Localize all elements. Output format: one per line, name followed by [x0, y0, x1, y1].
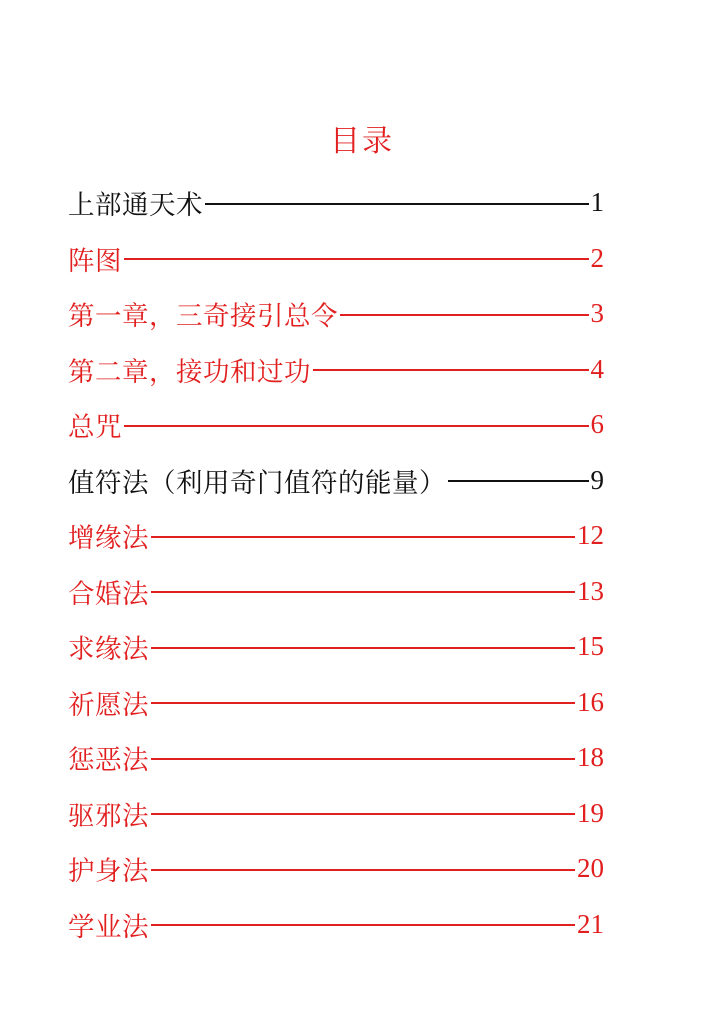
- toc-entry-label: 求缘法: [68, 634, 149, 666]
- toc-entry-label: 祈愿法: [68, 689, 149, 721]
- toc-entry-label: 学业法: [68, 911, 149, 943]
- toc-entry[interactable]: [68, 397, 604, 453]
- toc-page-number: 20: [577, 853, 604, 884]
- table-of-contents: [68, 175, 604, 952]
- toc-entry-label: 驱邪法: [68, 800, 149, 832]
- toc-entry-label: 惩恶法: [68, 745, 149, 777]
- toc-entry-label: 阵图: [68, 245, 122, 277]
- toc-entry[interactable]: [68, 231, 604, 287]
- toc-leader-line: [151, 536, 575, 538]
- toc-entry[interactable]: [68, 453, 604, 509]
- toc-leader-line: [151, 924, 575, 926]
- toc-page-number: 13: [577, 575, 604, 606]
- toc-page-number: 6: [590, 409, 604, 440]
- toc-entry-label: 增缘法: [68, 523, 149, 555]
- toc-entry-label: 第一章，三奇接引总令: [68, 301, 338, 333]
- page-title: 目录: [330, 124, 394, 159]
- toc-entry-label: 总咒: [68, 412, 122, 444]
- toc-page-number: 9: [590, 464, 604, 495]
- toc-entry[interactable]: [68, 286, 604, 342]
- toc-entry-label: 第二章，接功和过功: [68, 356, 311, 388]
- toc-entry[interactable]: [68, 619, 604, 675]
- toc-entry[interactable]: [68, 897, 604, 953]
- toc-page-number: 3: [590, 298, 604, 329]
- toc-page-number: 18: [577, 742, 604, 773]
- toc-page-number: 16: [577, 686, 604, 717]
- toc-page-number: 1: [590, 187, 604, 218]
- toc-entry[interactable]: [68, 675, 604, 731]
- toc-page-number: 12: [577, 520, 604, 551]
- toc-entry[interactable]: [68, 342, 604, 398]
- toc-leader-line: [151, 869, 575, 871]
- toc-page-number: 19: [577, 797, 604, 828]
- toc-leader-line: [151, 647, 575, 649]
- toc-leader-line: [448, 480, 589, 482]
- toc-entry[interactable]: [68, 564, 604, 620]
- toc-page-number: 21: [577, 908, 604, 939]
- toc-leader-line: [313, 369, 589, 371]
- toc-entry[interactable]: [68, 508, 604, 564]
- toc-leader-line: [151, 591, 575, 593]
- toc-leader-line: [151, 813, 575, 815]
- toc-leader-line: [151, 702, 575, 704]
- toc-entry-label: 上部通天术: [68, 190, 203, 222]
- toc-leader-line: [124, 425, 589, 427]
- toc-entry[interactable]: [68, 841, 604, 897]
- toc-entry[interactable]: [68, 730, 604, 786]
- toc-page-number: 2: [590, 242, 604, 273]
- toc-page-number: 4: [590, 353, 604, 384]
- toc-leader-line: [151, 758, 575, 760]
- toc-leader-line: [340, 314, 589, 316]
- toc-page-number: 15: [577, 631, 604, 662]
- toc-entry-label: 合婚法: [68, 578, 149, 610]
- toc-leader-line: [124, 258, 589, 260]
- toc-entry-label: 值符法（利用奇门值符的能量）: [68, 467, 446, 499]
- toc-entry[interactable]: [68, 175, 604, 231]
- toc-entry[interactable]: [68, 786, 604, 842]
- toc-entry-label: 护身法: [68, 856, 149, 888]
- toc-leader-line: [205, 203, 589, 205]
